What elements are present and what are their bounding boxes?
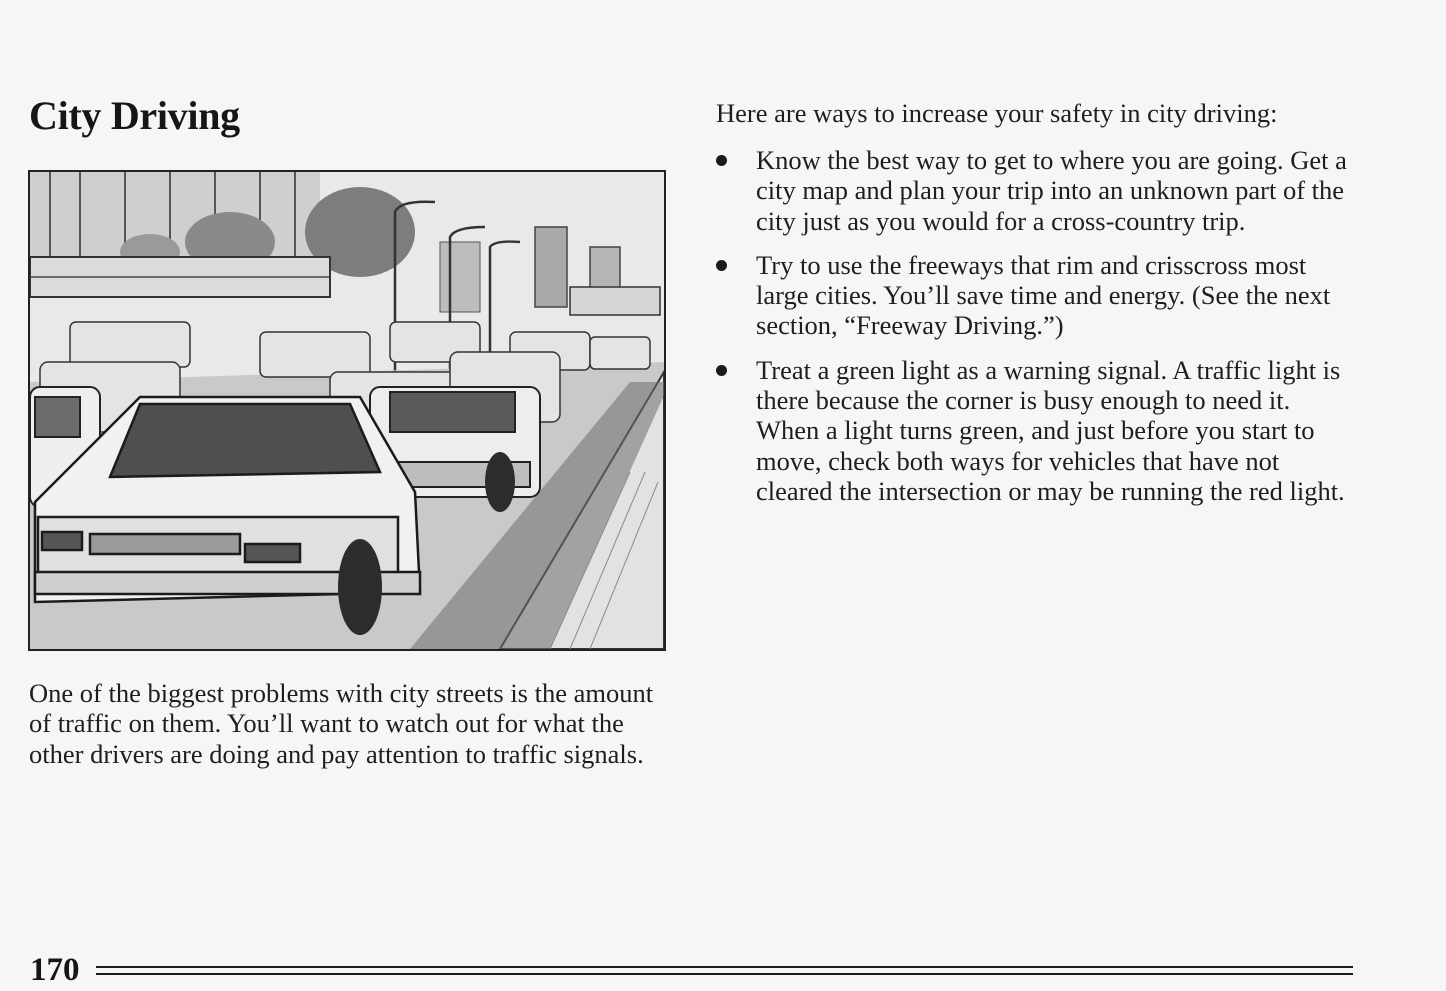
safety-tips-list (716, 145, 1356, 520)
page-number: 170 (30, 952, 80, 988)
bullet-icon (716, 155, 727, 166)
list-item (716, 250, 1356, 341)
bullet-icon (716, 260, 727, 271)
page-footer (30, 952, 1355, 988)
city-traffic-illustration (28, 170, 666, 651)
bullet-icon (716, 365, 727, 376)
list-item-text: Know the best way to get to where you are going. Get a city map and plan your trip into an unknown part of the city just as you would for a cross-country trip. (756, 145, 1347, 236)
illustration-caption: One of the biggest problems with city streets is the amount of traffic on them. You’ll want to watch out for what the other drivers are doing and pay attention to traffic signals. (29, 678, 654, 769)
list-item (716, 145, 1356, 236)
page-title: City Driving (29, 93, 240, 138)
list-item (716, 355, 1356, 506)
list-item-text: Try to use the freeways that rim and crisscross most large cities. You’ll save time and energy. (See the next section, “Freeway Driving.”) (756, 249, 1331, 341)
footer-rule (96, 966, 1353, 975)
list-item-text: Treat a green light as a warning signal. A traffic light is there because the corner is busy enough to need it. When a light turns green, and just before you start to move, check both ways for vehicles that have not cleared the intersection or may be running the red light. (756, 354, 1345, 506)
safety-intro: Here are ways to increase your safety in city driving: (716, 98, 1278, 128)
